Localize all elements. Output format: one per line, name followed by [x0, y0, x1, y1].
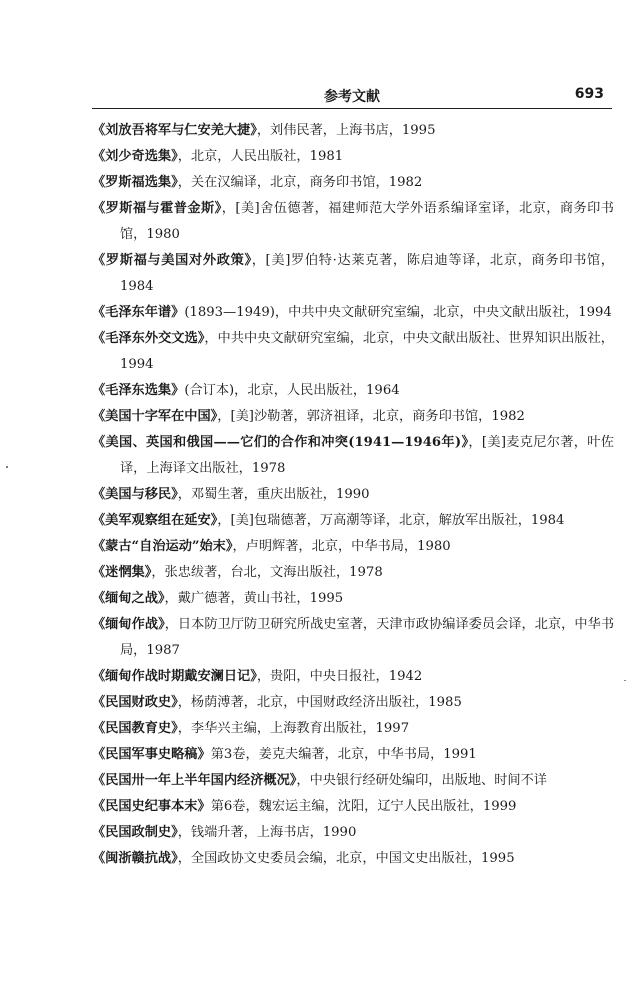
- reference-title: 《罗斯福与霍普金斯》: [92, 201, 222, 216]
- reference-title: 《毛泽东年谱》: [92, 305, 185, 320]
- reference-entry: [92, 144, 614, 170]
- reference-entry: [92, 534, 614, 560]
- reference-details: ，刘伟民著，上海书店，1995: [256, 123, 436, 138]
- reference-details: ，日本防卫厅防卫研究所战史室著，天津市政协编译委员会译，北京，中华书局，1987: [120, 617, 615, 658]
- reference-details: 第6卷，魏宏运主编，沈阳，辽宁人民出版社，1999: [210, 799, 517, 814]
- reference-entry: [92, 300, 614, 326]
- reference-title: 《刘放吾将军与仁安羌大捷》: [92, 123, 257, 138]
- reference-entry: [92, 196, 614, 248]
- reference-details: ，[美]麦克尼尔著，叶佐译，上海译文出版社，1978: [120, 435, 614, 476]
- reference-title: 《刘少奇选集》: [92, 149, 178, 164]
- reference-title: 《民国史纪事本末》: [92, 799, 211, 814]
- reference-details: (合订本)，北京，人民出版社，1964: [184, 383, 400, 398]
- reference-details: ，邓蜀生著，重庆出版社，1990: [177, 487, 370, 502]
- reference-entry: [92, 170, 614, 196]
- reference-title: 《民国军事史略稿》: [92, 747, 211, 762]
- reference-entry: [92, 482, 614, 508]
- reference-entry: [92, 326, 614, 378]
- reference-entry: [92, 586, 614, 612]
- reference-entry: [92, 768, 614, 794]
- reference-title: 《罗斯福选集》: [92, 175, 178, 190]
- reference-title: 《美国十字军在中国》: [92, 409, 218, 424]
- reference-title: 《民国财政史》: [92, 695, 178, 710]
- reference-entry: [92, 118, 614, 144]
- reference-details: ，戴广德著，黄山书社，1995: [164, 591, 344, 606]
- reference-title: 《民国卅一年上半年国内经济概况》: [92, 773, 297, 788]
- running-header: [92, 86, 612, 106]
- reference-entry: [92, 560, 614, 586]
- reference-details: ，关在汉编译，北京，商务印书馆，1982: [177, 175, 423, 190]
- reference-title: 《美军观察组在延安》: [92, 513, 218, 528]
- reference-details: ，李华兴主编，上海教育出版社，1997: [177, 721, 410, 736]
- scan-speck: [624, 680, 626, 681]
- reference-title: 《民国政制史》: [92, 825, 178, 840]
- reference-entry: [92, 404, 614, 430]
- reference-details: ，卢明辉著，北京，中华书局，1980: [232, 539, 451, 554]
- reference-details: (1893—1949)，中共中央文献研究室编，北京，中央文献出版社，1994: [184, 305, 612, 320]
- reference-entry: [92, 508, 614, 534]
- reference-entry: [92, 664, 614, 690]
- reference-entry: [92, 690, 614, 716]
- reference-title: 《迷惘集》: [92, 565, 152, 580]
- reference-entry: [92, 378, 614, 404]
- reference-details: ，中共中央文献研究室编，北京，中央文献出版社、世界知识出版社，1994: [120, 331, 614, 372]
- reference-entry: [92, 820, 614, 846]
- reference-title: 《罗斯福与美国对外政策》: [92, 253, 252, 268]
- header-rule: [92, 108, 612, 109]
- reference-details: ，张忠绂著，台北，文海出版社，1978: [151, 565, 383, 580]
- reference-title: 《缅甸之战》: [92, 591, 165, 606]
- reference-details: ，[美]沙勒著，郭济祖译，北京，商务印书馆，1982: [217, 409, 525, 424]
- reference-details: 第3卷，姜克夫编著，北京，中华书局，1991: [210, 747, 477, 762]
- reference-details: ，中央银行经研处编印，出版地、时间不详: [296, 773, 547, 788]
- reference-entry: [92, 794, 614, 820]
- reference-entry: [92, 248, 614, 300]
- reference-entry: [92, 846, 614, 872]
- reference-entry: [92, 612, 614, 664]
- reference-title: 《美国、英国和俄国——它们的合作和冲突(1941—1946年)》: [92, 435, 469, 450]
- reference-details: ，贵阳，中央日报社，1942: [256, 669, 423, 684]
- reference-title: 《缅甸作战》: [92, 617, 165, 632]
- reference-details: ，钱端升著，上海书店，1990: [177, 825, 357, 840]
- reference-details: ，[美]舍伍德著，福建师范大学外语系编译室译，北京，商务印书馆，1980: [120, 201, 614, 242]
- reference-details: ，[美]包瑞德著，万高潮等译，北京，解放军出版社，1984: [217, 513, 565, 528]
- reference-details: ，杨荫溥著，北京，中国财政经济出版社，1985: [177, 695, 462, 710]
- reference-title: 《毛泽东选集》: [92, 383, 185, 398]
- reference-title: 《缅甸作战时期戴安澜日记》: [92, 669, 257, 684]
- reference-title: 《民国教育史》: [92, 721, 178, 736]
- reference-details: ，北京，人民出版社，1981: [177, 149, 344, 164]
- scan-speck: [6, 466, 8, 468]
- reference-title: 《蒙古“自治运动”始末》: [92, 539, 233, 554]
- page-number: 693: [574, 86, 604, 102]
- reference-title: 《毛泽东外交文选》: [92, 331, 205, 346]
- reference-title: 《美国与移民》: [92, 487, 178, 502]
- reference-entry: [92, 430, 614, 482]
- reference-list: [92, 118, 614, 872]
- reference-title: 《闽浙赣抗战》: [92, 851, 178, 866]
- reference-entry: [92, 742, 614, 768]
- reference-details: ，[美]罗伯特·达莱克著，陈启迪等译，北京，商务印书馆，1984: [120, 253, 614, 294]
- reference-details: ，全国政协文史委员会编，北京，中国文史出版社，1995: [177, 851, 515, 866]
- header-title: 参考文献: [324, 89, 380, 105]
- reference-entry: [92, 716, 614, 742]
